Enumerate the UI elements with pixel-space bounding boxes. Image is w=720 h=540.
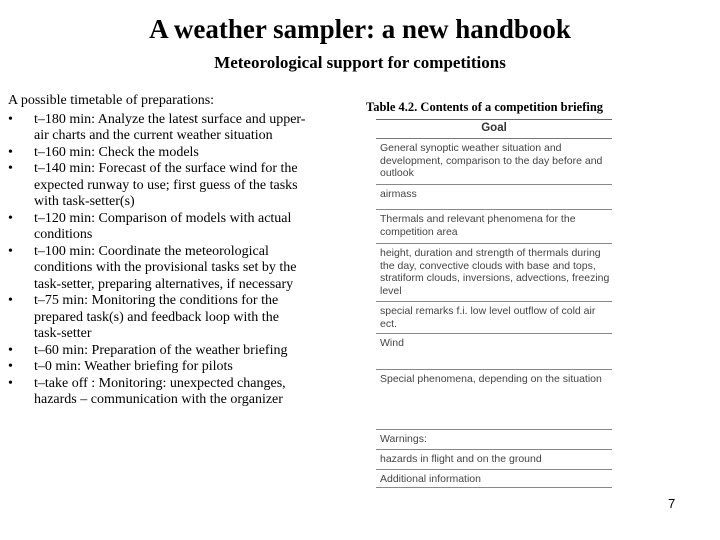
timetable-item bbox=[8, 359, 308, 376]
table-row: Thermals and relevant phenomena for the competition area bbox=[376, 210, 612, 244]
timetable-item-text: t–take off : Monitoring: unexpected changes, hazards – communication with the organizer bbox=[34, 375, 286, 407]
bullet-icon: • bbox=[8, 293, 13, 308]
timetable-list bbox=[8, 112, 308, 409]
timetable-item-text: t–75 min: Monitoring the conditions for the prepared task(s) and feedback loop with the task-setter bbox=[34, 293, 279, 341]
timetable-item bbox=[8, 211, 308, 244]
bullet-icon: • bbox=[8, 243, 13, 259]
table-row: airmass bbox=[376, 185, 612, 210]
bullet-icon: • bbox=[8, 111, 13, 127]
timetable-intro: A possible timetable of preparations: bbox=[8, 93, 215, 108]
timetable-item-text: t–160 min: Check the models bbox=[34, 144, 199, 160]
table-row: Special phenomena, depending on the situation bbox=[376, 370, 612, 430]
timetable-item bbox=[8, 112, 308, 145]
timetable-item bbox=[8, 376, 308, 409]
table-row: Wind bbox=[376, 334, 612, 370]
timetable-item-text: t–180 min: Analyze the latest surface and upper-air charts and the current weather situation bbox=[34, 111, 306, 143]
table-caption: Table 4.2. Contents of a competition briefing bbox=[366, 100, 604, 114]
page-number: 7 bbox=[668, 496, 676, 511]
bullet-icon: • bbox=[8, 359, 13, 374]
bullet-icon: • bbox=[8, 342, 13, 358]
timetable-section bbox=[8, 93, 308, 409]
timetable-item-text: t–140 min: Forecast of the surface wind for the expected runway to use; first guess of the tasks with task-setter(s) bbox=[34, 161, 298, 209]
timetable-item bbox=[8, 161, 308, 211]
table-row: special remarks f.i. low level outflow of cold air ect. bbox=[376, 302, 612, 334]
page-title: A weather sampler: a new handbook bbox=[149, 14, 571, 44]
timetable-item bbox=[8, 343, 308, 360]
timetable-item-text: t–60 min: Preparation of the weather briefing bbox=[34, 342, 288, 358]
table-row: Warnings: bbox=[376, 430, 612, 450]
timetable-item bbox=[8, 293, 308, 343]
table-row: height, duration and strength of thermals during the day, convective clouds with base and tops, stratiform clouds, inversions, advections, freezing level bbox=[376, 244, 612, 302]
table-header-goal: Goal bbox=[376, 120, 612, 139]
table-row: hazards in flight and on the ground bbox=[376, 450, 612, 470]
briefing-table bbox=[376, 119, 612, 488]
timetable-item-text: t–100 min: Coordinate the meteorological conditions with the provisional tasks set by the task-setter, preparing alternatives, if necessary bbox=[34, 243, 297, 292]
bullet-icon: • bbox=[8, 144, 13, 160]
timetable-item-text: t–0 min: Weather briefing for pilots bbox=[34, 359, 233, 374]
bullet-icon: • bbox=[8, 375, 13, 391]
timetable-item bbox=[8, 145, 308, 162]
page-subtitle: Meteorological support for competitions bbox=[214, 53, 506, 72]
timetable-item-text: t–120 min: Comparison of models with actual conditions bbox=[34, 210, 292, 242]
timetable-item bbox=[8, 244, 308, 294]
table-row: General synoptic weather situation and development, comparison to the day before and outlook bbox=[376, 139, 612, 185]
bullet-icon: • bbox=[8, 210, 13, 226]
bullet-icon: • bbox=[8, 161, 13, 176]
table-row: Additional information bbox=[376, 470, 612, 488]
